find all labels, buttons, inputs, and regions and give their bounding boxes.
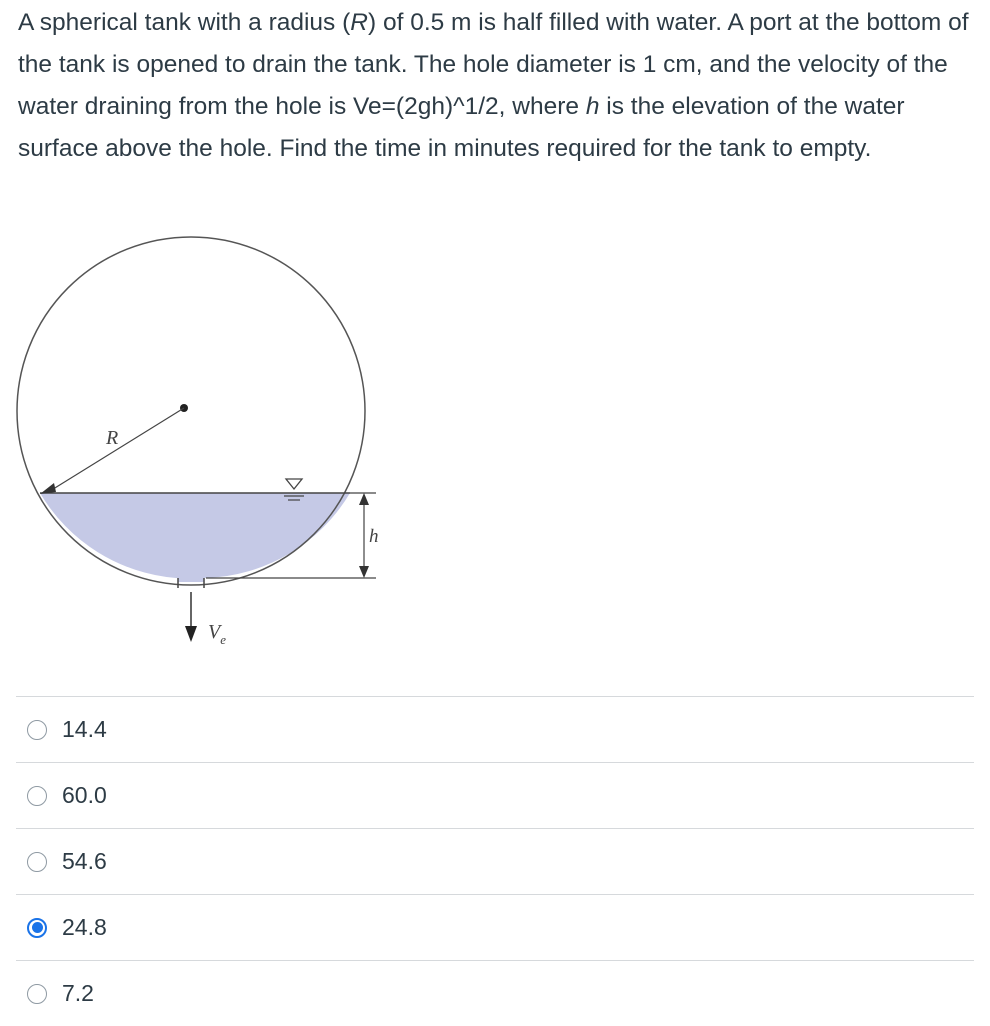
- radius-label: R: [106, 427, 119, 449]
- answer-label: 54.6: [62, 848, 107, 874]
- radius-line: [50, 408, 184, 491]
- radio-button-selected[interactable]: [27, 918, 47, 938]
- radio-button[interactable]: [27, 852, 47, 872]
- tank-diagram-svg: [0, 220, 420, 670]
- answer-label: 24.8: [62, 914, 107, 940]
- velocity-arrowhead: [185, 626, 197, 642]
- answer-label: 7.2: [62, 980, 94, 1006]
- height-arrow-up: [359, 493, 369, 505]
- question-radius-var: R: [350, 9, 368, 36]
- free-surface-symbol: [286, 479, 302, 489]
- radio-button[interactable]: [27, 786, 47, 806]
- radio-button[interactable]: [27, 984, 47, 1004]
- water-fill: [40, 493, 350, 582]
- tank-diagram: [0, 220, 420, 670]
- answer-option[interactable]: [16, 762, 974, 828]
- radio-button[interactable]: [27, 720, 47, 740]
- question-text: [18, 2, 980, 170]
- answer-option[interactable]: [16, 696, 974, 762]
- answer-label: 60.0: [62, 782, 107, 808]
- answer-list: [16, 696, 974, 1026]
- question-h-var: h: [585, 93, 600, 120]
- question-part: A spherical tank with a radius (: [18, 9, 351, 36]
- answer-option[interactable]: [16, 828, 974, 894]
- height-label: h: [369, 526, 379, 547]
- height-arrow-down: [359, 566, 369, 578]
- answer-label: 14.4: [62, 716, 107, 742]
- answer-option[interactable]: [16, 894, 974, 960]
- question-part: is the elevation of the water surface above the hole. Find the time in minutes required for the tank to empty.: [18, 93, 905, 162]
- velocity-label: $V_e$: [208, 621, 226, 647]
- question-part: ) of 0.5 m is half filled with water. A port at the bottom of the tank is opened to drain the tank. The hole diameter is 1 cm, and the velocity of the water draining from the hole is Ve=(2gh)^1/2, where: [18, 9, 969, 120]
- answer-option[interactable]: [16, 960, 974, 1026]
